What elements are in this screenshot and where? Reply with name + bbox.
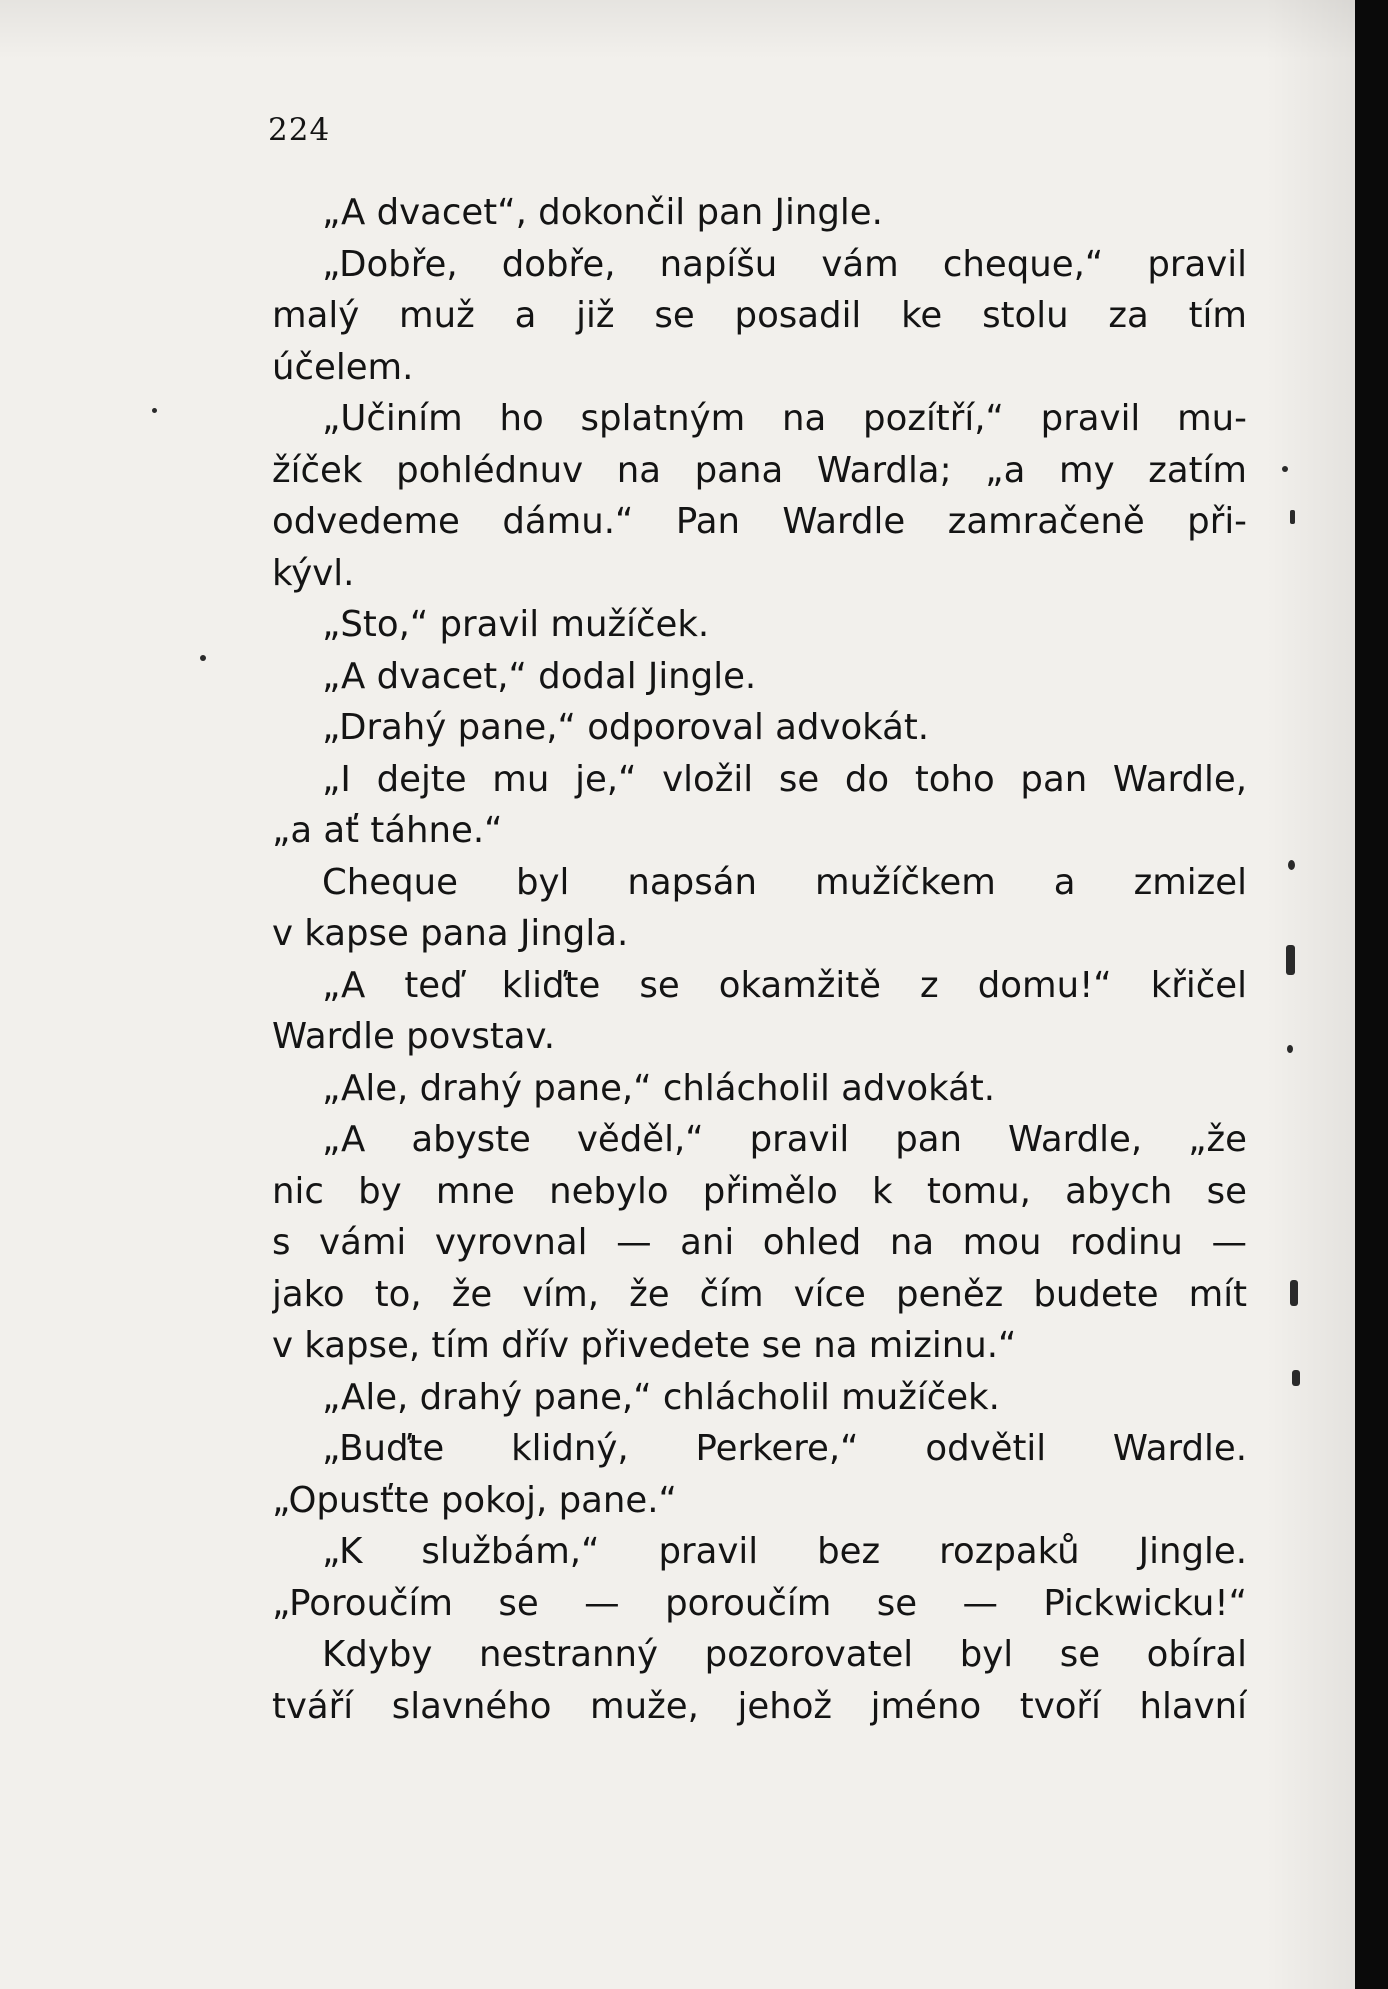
text-line: „Opusťte pokoj, pane.“ — [272, 1479, 677, 1521]
text-line: Wardle povstav. — [272, 1016, 556, 1057]
page-edge-shadow — [1265, 0, 1355, 1989]
text-line: tváří slavného muže, jehož jméno tvoří hlavní — [272, 1685, 1247, 1727]
text-line: „Učiním ho splatným na pozítří,“ pravil mu- — [322, 398, 1247, 439]
page-number: 224 — [268, 112, 331, 148]
text-line: účelem. — [272, 346, 414, 388]
text-line: kývl. — [272, 552, 355, 594]
text-line: Cheque byl napsán mužíčkem a zmizel — [322, 861, 1247, 903]
text-line: „Buďte klidný, Perkere,“ odvětil Wardle. — [322, 1428, 1247, 1469]
scan-speck — [1290, 1280, 1298, 1306]
scan-border — [1355, 0, 1388, 1989]
text-line: „Sto,“ pravil mužíček. — [322, 604, 710, 645]
text-line: žíček pohlédnuv na pana Wardla; „a my zatím — [272, 449, 1247, 491]
scan-speck — [1282, 466, 1288, 472]
text-line: „A dvacet“, dokončil pan Jingle. — [322, 192, 883, 233]
text-line: „A dvacet,“ dodal Jingle. — [322, 655, 757, 697]
text-line: „Ale, drahý pane,“ chlácholil advokát. — [322, 1067, 996, 1109]
text-line: s vámi vyrovnal — ani ohled na mou rodinu — — [272, 1222, 1247, 1263]
text-line: „Poroučím se — poroučím se — Pickwicku!“ — [272, 1582, 1247, 1624]
text-line: Kdyby nestranný pozorovatel byl se obíral — [322, 1634, 1247, 1675]
scan-speck — [1286, 945, 1295, 975]
scan-speck — [200, 655, 206, 661]
scan-speck — [1287, 1045, 1293, 1053]
text-line: v kapse pana Jingla. — [272, 913, 629, 954]
text-line: malý muž a již se posadil ke stolu za tím — [272, 295, 1247, 336]
text-line: odvedeme dámu.“ Pan Wardle zamračeně při- — [272, 501, 1247, 542]
text-line: „K službám,“ pravil bez rozpaků Jingle. — [322, 1531, 1247, 1572]
text-line: „I dejte mu je,“ vložil se do toho pan Wardle, — [322, 758, 1247, 800]
text-line: „Ale, drahý pane,“ chlácholil mužíček. — [322, 1376, 1000, 1418]
text-line: „A teď kliďte se okamžitě z domu!“ křičel — [322, 964, 1247, 1006]
text-line: „a ať táhne.“ — [272, 810, 503, 851]
text-line: jako to, že vím, že čím více peněz budete mít — [272, 1273, 1247, 1315]
text-line: „A abyste věděl,“ pravil pan Wardle, „že — [322, 1119, 1247, 1160]
text-line: „Drahý pane,“ odporoval advokát. — [322, 707, 930, 748]
body-text — [272, 187, 1247, 1732]
page-top-shadow — [0, 0, 1355, 60]
scan-speck — [1288, 860, 1295, 870]
text-line: nic by mne nebylo přimělo k tomu, abych se — [272, 1170, 1247, 1212]
text-line: v kapse, tím dřív přivedete se na mizinu.“ — [272, 1325, 1017, 1366]
scan-speck — [1290, 510, 1295, 524]
scan-speck — [1292, 1370, 1300, 1386]
text-line: „Dobře, dobře, napíšu vám cheque,“ pravil — [322, 243, 1247, 285]
scan-speck — [152, 408, 157, 413]
